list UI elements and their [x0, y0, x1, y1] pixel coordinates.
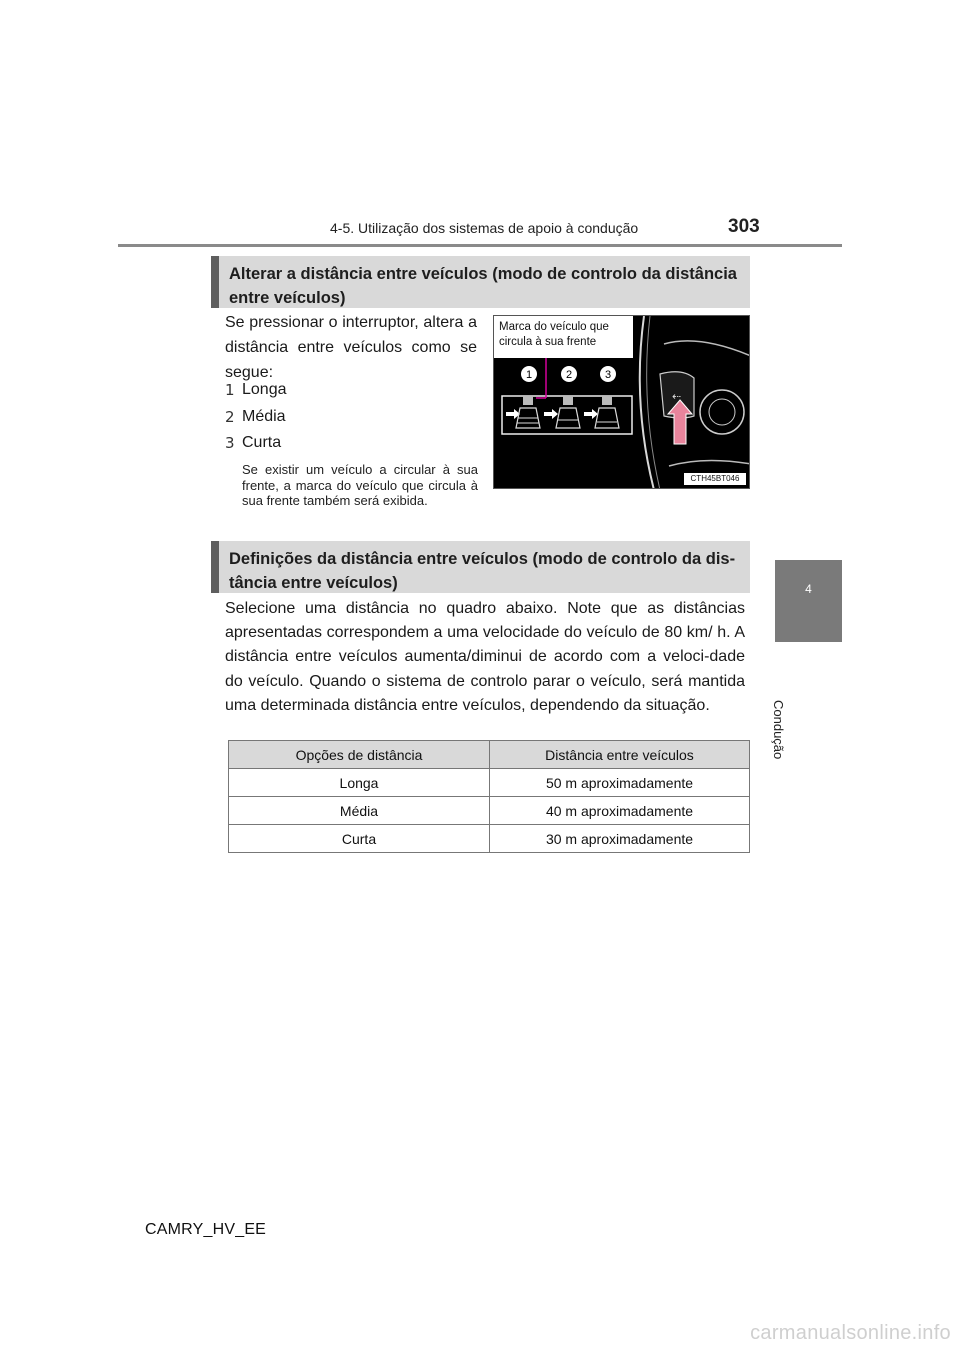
vehicle-mark — [563, 396, 573, 405]
page-number: 303 — [728, 216, 760, 237]
option-label: Média — [242, 408, 286, 425]
steering-switch-figure — [493, 315, 750, 489]
option-item-3 — [225, 434, 281, 452]
arrow-icon — [584, 409, 598, 419]
section2-paragraph: Selecione uma distância no quadro abaixo. Note que as distâncias apresentadas correspondem a uma velocidade do veículo de 80 km/ h. A distância entre veículos aumenta/diminui de acordo com a veloci-dade do veículo. Quando o sistema de controlo parar o veículo, será mantida uma determinada distância entre veículos, dependendo da situação. — [225, 600, 745, 714]
running-head: 4-5. Utilização dos sistemas de apoio à condução — [330, 220, 639, 236]
option-number: 1 — [225, 381, 235, 399]
option-item-1 — [225, 381, 287, 399]
table-header-row — [229, 741, 750, 769]
callout-number: 3 — [604, 369, 612, 381]
figure-caption: Marca do veículo que circula à sua frente — [494, 316, 633, 358]
chapter-tab — [775, 560, 842, 642]
option-label: Longa — [242, 381, 287, 398]
table-cell: 50 m aproximadamente — [490, 769, 750, 797]
table-row — [229, 769, 750, 797]
model-code: CAMRY_HV_EE — [145, 1221, 267, 1238]
table-cell: 40 m aproximadamente — [490, 797, 750, 825]
section1-intro: Se pressionar o interruptor, altera a distância entre veículos como se segue: — [225, 314, 477, 381]
figure-code: CTH45BT046 — [684, 473, 746, 485]
callout-1 — [521, 366, 537, 382]
vehicle-mark — [523, 396, 533, 405]
callout-number: 1 — [525, 369, 533, 381]
table-cell: Média — [229, 797, 490, 825]
distance-switch-icon: ⇠ — [672, 390, 682, 403]
option-item-2 — [225, 408, 286, 426]
road-lines — [595, 408, 619, 428]
table-header-cell: Distância entre veículos — [490, 741, 750, 769]
distance-table — [228, 740, 750, 853]
option-number: 2 — [225, 408, 235, 426]
header-rule — [118, 244, 842, 247]
callout-3 — [600, 366, 616, 382]
section-heading-distance-settings: Definições da distância entre veículos (modo de controlo da dis-tância entre veículos) — [211, 541, 750, 593]
chapter-tab-label: Condução — [771, 700, 786, 760]
option-label: Curta — [242, 434, 282, 451]
table-header-cell: Opções de distância — [229, 741, 490, 769]
chapter-tab-number: 4 — [805, 582, 812, 596]
distance-icon-medium — [544, 396, 580, 428]
arrow-icon — [544, 409, 558, 419]
distance-icon-long — [506, 396, 540, 428]
vehicle-mark — [602, 396, 612, 405]
callout-number: 2 — [565, 369, 573, 381]
section-heading-change-distance: Alterar a distância entre veículos (modo de controlo da distância entre veículos) — [211, 256, 750, 308]
table-row — [229, 797, 750, 825]
table-cell: Longa — [229, 769, 490, 797]
table-row — [229, 825, 750, 853]
distance-icon-short — [584, 396, 619, 428]
option-number: 3 — [225, 434, 235, 452]
section1-note: Se existir um veículo a circular à sua frente, a marca do veículo que circula à sua frente também será exibida. — [242, 462, 478, 508]
callout-2 — [561, 366, 577, 382]
road-lines — [556, 408, 580, 428]
table-cell: 30 m aproximadamente — [490, 825, 750, 853]
watermark: carmanualsonline.info — [750, 1322, 951, 1344]
table-cell: Curta — [229, 825, 490, 853]
